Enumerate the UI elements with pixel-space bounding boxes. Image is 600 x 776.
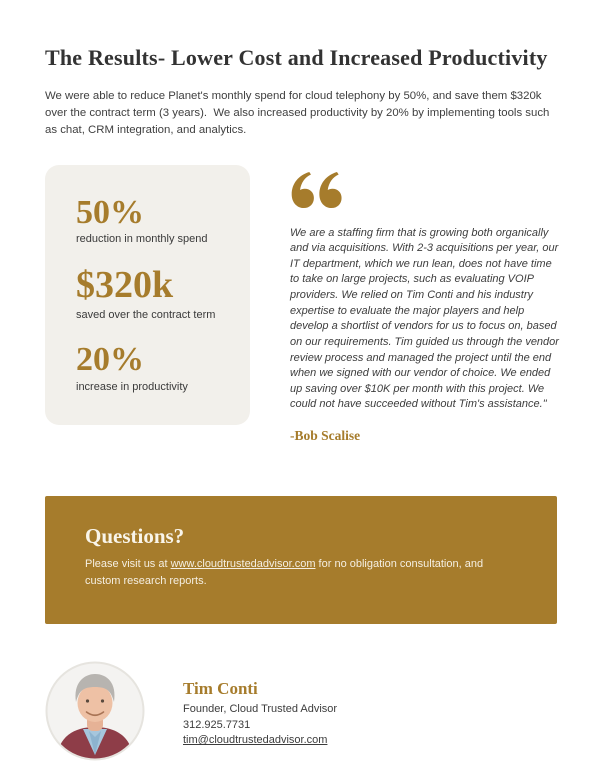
open-double-quote-icon — [290, 170, 342, 210]
page-title: The Results- Lower Cost and Increased Productivity — [45, 45, 548, 70]
contact-name: Tim Conti — [183, 678, 258, 698]
questions-heading: Questions? — [85, 523, 185, 548]
results-row — [45, 165, 557, 444]
stat-value: $320k — [76, 264, 174, 307]
testimonial-quote: We are a staffing firm that is growing both organically and via acquisitions. With 2-3 acquisitions per year, our IT department, which we run lean, does not have time to take on large projects, such as evaluating VOIP providers. We relied on Tim Conti and his industry expertise to evaluate the major players and help develop a shortlist of vendors for us to focus on, based on our requirements. Tim guided us through the vendor review process and managed the project until the end when we signed with our vendor of choice. We ended up saving over $10K per month with this project. We could not have succeeded without Tim's assistance." — [290, 226, 559, 411]
questions-banner — [45, 496, 557, 624]
questions-text — [85, 556, 517, 590]
stat-value: 50% — [76, 193, 144, 231]
questions-text-before: Please visit us at — [85, 557, 171, 570]
stat-monthly-spend — [76, 195, 226, 246]
contact-info — [183, 661, 337, 749]
stats-card — [45, 165, 250, 425]
testimonial-block — [290, 165, 560, 444]
intro-paragraph: We were able to reduce Planet's monthly spend for cloud telephony by 50%, and save them $320k over the contract term (3 years). We also increased productivity by 20% by implementing tools such as chat, CRM integration, and analytics. — [45, 90, 553, 136]
contact-role: Founder, Cloud Trusted Advisor — [183, 702, 338, 715]
stat-productivity — [76, 342, 226, 393]
questions-text-after: for no obligation consultation, and custom research reports. — [85, 557, 484, 587]
testimonial-attribution: -Bob Scalise — [290, 427, 361, 443]
stat-contract-savings — [76, 266, 226, 321]
contact-section — [45, 661, 557, 761]
tim-conti-headshot — [45, 661, 145, 761]
contact-email-link[interactable]: tim@cloudtrustedadvisor.com — [183, 734, 328, 747]
stat-label: increase in productivity — [76, 380, 188, 393]
website-link[interactable]: www.cloudtrustedadvisor.com — [170, 557, 316, 570]
stat-label: reduction in monthly spend — [76, 233, 208, 246]
stat-value: 20% — [76, 341, 144, 379]
contact-phone: 312.925.7731 — [183, 718, 251, 731]
stat-label: saved over the contract term — [76, 309, 216, 322]
